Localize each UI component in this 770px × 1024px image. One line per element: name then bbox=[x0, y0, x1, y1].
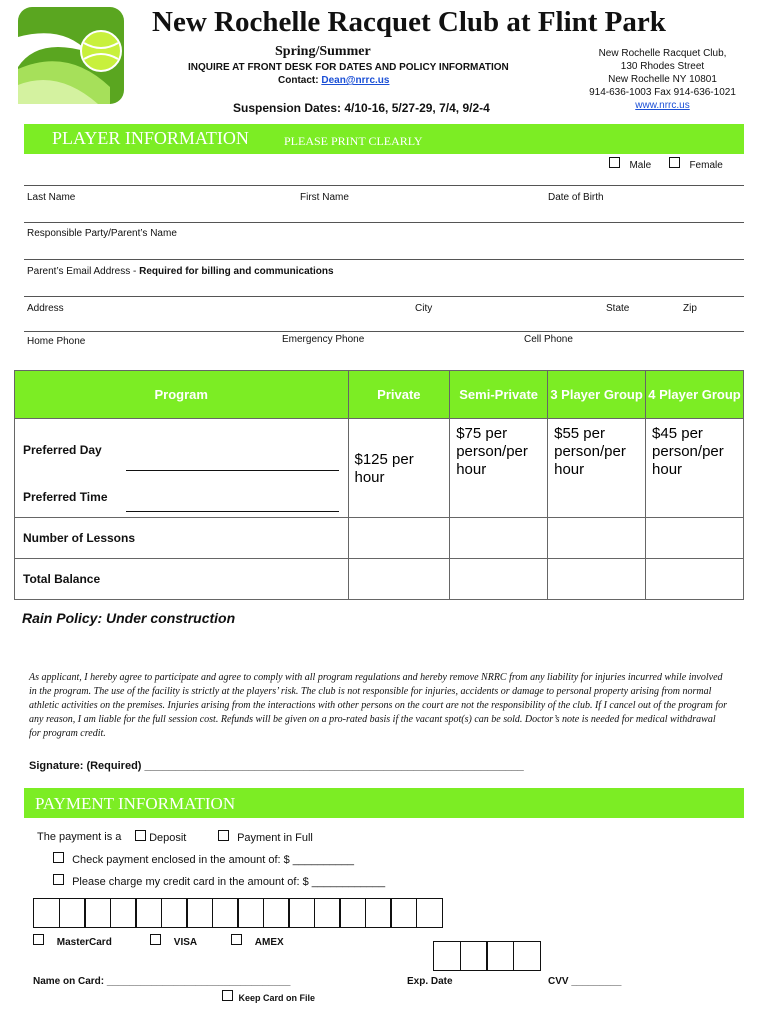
semi-private-price: $75 per person/per hour bbox=[450, 419, 548, 518]
amex-checkbox[interactable] bbox=[231, 934, 242, 945]
emergency-phone-field[interactable]: Emergency Phone bbox=[282, 334, 365, 345]
address-field[interactable]: Address bbox=[27, 303, 64, 314]
state-field[interactable]: State bbox=[606, 303, 630, 314]
private-price: $125 per hour bbox=[348, 419, 450, 518]
contact-label: Contact: bbox=[278, 75, 319, 86]
lessons-four-player-input[interactable] bbox=[646, 518, 744, 559]
lessons-semi-private-input[interactable] bbox=[450, 518, 548, 559]
page-title: New Rochelle Racquet Club at Flint Park bbox=[152, 6, 666, 38]
responsible-party-field[interactable]: Responsible Party/Parent’s Name bbox=[27, 228, 177, 239]
check-checkbox[interactable] bbox=[53, 852, 64, 863]
parent-email-field[interactable] bbox=[27, 266, 334, 277]
website-link[interactable]: www.nrrc.us bbox=[635, 100, 690, 111]
address-line: New Rochelle Racquet Club, bbox=[598, 48, 727, 59]
visa-option[interactable] bbox=[150, 934, 197, 948]
mastercard-option[interactable] bbox=[33, 934, 112, 948]
contact-email-link[interactable]: Dean@nrrc.us bbox=[321, 75, 390, 86]
payment-info-title: PAYMENT INFORMATION bbox=[35, 794, 236, 813]
lessons-three-player-input[interactable] bbox=[548, 518, 646, 559]
male-label: Male bbox=[629, 160, 652, 171]
suspension-dates: Suspension Dates: 4/10-16, 5/27-29, 7/4, 9/2-4 bbox=[233, 101, 490, 115]
male-option[interactable] bbox=[609, 155, 651, 173]
deposit-label: Deposit bbox=[149, 832, 187, 844]
balance-private-input[interactable] bbox=[348, 559, 450, 600]
season-subtitle: Spring/Summer bbox=[275, 44, 371, 59]
credit-label: Please charge my credit card in the amount of: $ ____________ bbox=[72, 876, 386, 888]
keep-on-file-label: Keep Card on File bbox=[238, 993, 316, 1003]
last-name-field[interactable]: Last Name bbox=[27, 192, 76, 203]
divider bbox=[24, 331, 744, 332]
full-payment-option[interactable] bbox=[218, 830, 313, 844]
credit-checkbox[interactable] bbox=[53, 874, 64, 885]
cell-phone-field[interactable]: Cell Phone bbox=[524, 334, 573, 345]
four-player-header: 4 Player Group bbox=[646, 371, 744, 419]
mastercard-checkbox[interactable] bbox=[33, 934, 44, 945]
preferred-day-time-cell bbox=[15, 419, 349, 518]
city-field[interactable]: City bbox=[415, 303, 433, 314]
divider bbox=[24, 259, 744, 260]
address-line: New Rochelle NY 10801 bbox=[608, 74, 717, 85]
deposit-option[interactable] bbox=[135, 830, 186, 844]
keep-on-file-option[interactable] bbox=[222, 990, 315, 1003]
three-player-header: 3 Player Group bbox=[548, 371, 646, 419]
divider bbox=[24, 185, 744, 186]
payment-type-label: The payment is a bbox=[37, 831, 122, 843]
visa-label: VISA bbox=[173, 937, 198, 948]
card-number-input[interactable] bbox=[33, 898, 441, 928]
preferred-time-input[interactable] bbox=[126, 511, 339, 512]
preferred-time-label: Preferred Time bbox=[23, 490, 108, 504]
rain-policy: Rain Policy: Under construction bbox=[22, 610, 236, 626]
semi-private-header: Semi-Private bbox=[450, 371, 548, 419]
print-clearly-note: PLEASE PRINT CLEARLY bbox=[284, 134, 423, 148]
program-header: Program bbox=[15, 371, 349, 419]
preferred-day-input[interactable] bbox=[126, 470, 339, 471]
signature-field[interactable]: Signature: (Required) ______________________________________________________________ bbox=[29, 760, 524, 772]
full-payment-label: Payment in Full bbox=[237, 832, 313, 844]
balance-three-player-input[interactable] bbox=[548, 559, 646, 600]
zip-field[interactable]: Zip bbox=[683, 303, 697, 314]
email-required-note: Required for billing and communications bbox=[139, 266, 334, 277]
full-payment-checkbox[interactable] bbox=[218, 830, 229, 841]
player-info-title: PLAYER INFORMATION bbox=[52, 128, 249, 148]
balance-semi-private-input[interactable] bbox=[450, 559, 548, 600]
lessons-private-input[interactable] bbox=[348, 518, 450, 559]
four-player-price: $45 per person/per hour bbox=[646, 419, 744, 518]
balance-four-player-input[interactable] bbox=[646, 559, 744, 600]
liability-waiver: As applicant, I hereby agree to participate and agree to comply with all program regulations and hereby remove NRRC from any liability for injuries incurred while involved in the program. The use of the facility is strictly at the players’ risk. The club is not responsible for injuries, accidents or damage to personal property arising from normal athletic activities on the premises. Injuries arising from the interactions with other persons on the court are not the responsibility of the club. If I cancel out of the program for any reason, I am liable for the full session cost. Refunds will be given on a pro-rated basis if the vacant spot(s) can be sold. Doctor’s note is needed for medical withdrawal for program credit. bbox=[29, 672, 728, 739]
contact-line bbox=[278, 75, 389, 86]
exp-date-input[interactable] bbox=[433, 941, 539, 971]
private-header: Private bbox=[348, 371, 450, 419]
name-on-card-field[interactable]: Name on Card: _________________________________ bbox=[33, 976, 291, 987]
cvv-field[interactable]: CVV _________ bbox=[548, 976, 622, 987]
amex-option[interactable] bbox=[231, 934, 284, 948]
male-checkbox[interactable] bbox=[609, 157, 620, 168]
first-name-field[interactable]: First Name bbox=[300, 192, 349, 203]
mastercard-label: MasterCard bbox=[56, 937, 112, 948]
exp-date-label: Exp. Date bbox=[407, 976, 453, 987]
divider bbox=[24, 296, 744, 297]
check-label: Check payment enclosed in the amount of: $ __________ bbox=[72, 854, 354, 866]
deposit-checkbox[interactable] bbox=[135, 830, 146, 841]
balance-label: Total Balance bbox=[15, 559, 349, 600]
program-table bbox=[14, 370, 744, 600]
female-label: Female bbox=[689, 160, 723, 171]
check-option[interactable] bbox=[53, 852, 354, 866]
parent-email-label: Parent’s Email Address - bbox=[27, 266, 140, 277]
visa-checkbox[interactable] bbox=[150, 934, 161, 945]
address-line: 130 Rhodes Street bbox=[620, 61, 705, 72]
club-logo bbox=[18, 7, 124, 104]
credit-option[interactable] bbox=[53, 874, 385, 888]
divider bbox=[24, 222, 744, 223]
home-phone-field[interactable]: Home Phone bbox=[27, 336, 86, 347]
preferred-day-label: Preferred Day bbox=[23, 443, 102, 457]
female-checkbox[interactable] bbox=[669, 157, 680, 168]
three-player-price: $55 per person/per hour bbox=[548, 419, 646, 518]
address-line: 914-636-1003 Fax 914-636-1021 bbox=[589, 87, 736, 98]
keep-on-file-checkbox[interactable] bbox=[222, 990, 233, 1001]
dob-field[interactable]: Date of Birth bbox=[548, 192, 604, 203]
amex-label: AMEX bbox=[254, 937, 284, 948]
inquire-note: INQUIRE AT FRONT DESK FOR DATES AND POLICY INFORMATION bbox=[188, 62, 509, 73]
club-address bbox=[580, 47, 745, 112]
female-option[interactable] bbox=[669, 155, 723, 173]
lessons-label: Number of Lessons bbox=[15, 518, 349, 559]
